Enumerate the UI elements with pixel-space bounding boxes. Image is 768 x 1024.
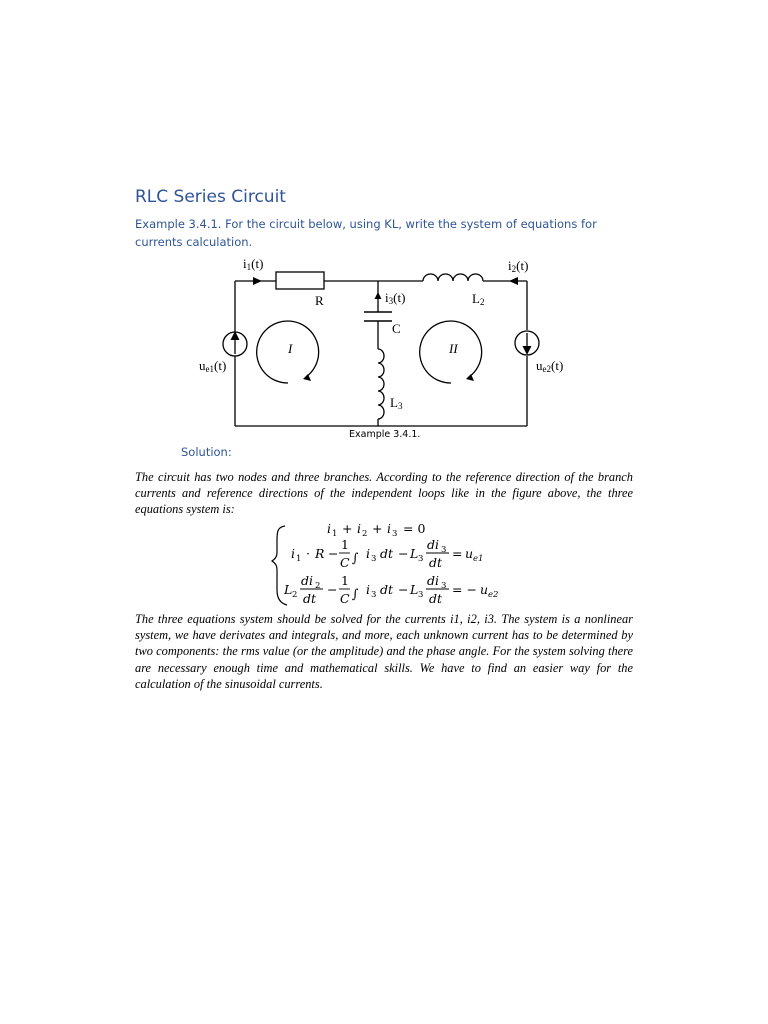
svg-text:i: i — [366, 546, 370, 561]
svg-text:L: L — [284, 582, 293, 597]
svg-text:1: 1 — [341, 573, 349, 588]
conclusion-paragraph: The three equations system should be solved for the currents i1, i2, i3. The system is a nonlinear system, we have derivates and integrals, and more, each unknown current has to be determined by two components: the rms value (or the amplitude) and the phase angle. For the system solving there are necessary enough time and mathematical skills. We have to find an easier way for the calculation of the sinusoidal currents. — [135, 612, 633, 691]
label-i2: i2(t) — [508, 258, 529, 274]
section-heading: RLC Series Circuit — [135, 187, 286, 207]
svg-text:3: 3 — [441, 545, 447, 555]
svg-text:2: 2 — [292, 590, 298, 600]
equation-2 — [291, 537, 483, 570]
svg-text:−: − — [398, 546, 409, 561]
figure-caption: Example 3.4.1. — [349, 429, 421, 440]
example-statement: Example 3.4.1. For the circuit below, using KL, write the system of equations for currents calculation. — [135, 217, 597, 249]
svg-text:dt: dt — [380, 582, 394, 597]
equation-3 — [283, 573, 498, 606]
solution-paragraph: The circuit has two nodes and three branches. According to the reference direction of the branch currents and reference directions of the independent loops like in the figure above, the three equations system is: — [135, 470, 633, 517]
label-i1: i1(t) — [243, 256, 264, 272]
svg-text:u: u — [465, 546, 474, 561]
svg-text:·: · — [306, 546, 310, 561]
label-c: C — [392, 321, 401, 336]
svg-text:i: i — [387, 521, 391, 536]
svg-text:e2: e2 — [488, 590, 499, 600]
label-ue1: ue1(t) — [199, 358, 227, 374]
svg-text:i: i — [366, 582, 370, 597]
svg-text:di: di — [427, 537, 439, 552]
svg-text:3: 3 — [441, 581, 447, 591]
svg-text:∫: ∫ — [352, 586, 359, 601]
svg-text:−: − — [328, 546, 339, 561]
label-l3: L3 — [390, 395, 403, 411]
label-ue2: ue2(t) — [536, 358, 564, 374]
svg-text:di: di — [301, 573, 313, 588]
solution-label: Solution: — [181, 445, 232, 459]
svg-text:∫: ∫ — [352, 550, 359, 565]
svg-text:dt: dt — [380, 546, 394, 561]
label-l2: L2 — [472, 291, 485, 307]
svg-text:u: u — [480, 582, 489, 597]
svg-text:2: 2 — [315, 581, 321, 591]
svg-text:di: di — [427, 573, 439, 588]
svg-text:+: + — [342, 521, 353, 536]
svg-text:e1: e1 — [473, 554, 484, 564]
svg-text:C: C — [340, 555, 350, 570]
svg-text:3: 3 — [418, 554, 424, 564]
svg-text:1: 1 — [332, 529, 338, 539]
svg-text:2: 2 — [362, 529, 368, 539]
svg-text:i: i — [357, 521, 361, 536]
svg-text:=: = — [452, 546, 463, 561]
svg-text:dt: dt — [429, 591, 443, 606]
label-loop-i: I — [288, 341, 293, 356]
svg-text:1: 1 — [341, 537, 349, 552]
svg-text:−: − — [398, 582, 409, 597]
svg-text:dt: dt — [429, 555, 443, 570]
svg-text:L: L — [410, 546, 419, 561]
svg-text:= 0: = 0 — [403, 521, 426, 536]
svg-text:3: 3 — [371, 590, 377, 600]
svg-text:+: + — [372, 521, 383, 536]
label-r: R — [315, 293, 324, 308]
svg-text:dt: dt — [303, 591, 317, 606]
svg-text:i: i — [327, 521, 331, 536]
svg-text:3: 3 — [418, 590, 424, 600]
svg-text:R: R — [315, 546, 325, 561]
label-i3: i3(t) — [385, 290, 406, 306]
svg-text:= −: = − — [452, 582, 477, 597]
label-loop-ii: II — [449, 341, 458, 356]
svg-text:3: 3 — [371, 554, 377, 564]
svg-text:3: 3 — [392, 529, 398, 539]
svg-text:i: i — [291, 546, 295, 561]
svg-text:L: L — [410, 582, 419, 597]
svg-text:1: 1 — [296, 554, 302, 564]
svg-text:−: − — [327, 582, 338, 597]
svg-text:C: C — [340, 591, 350, 606]
